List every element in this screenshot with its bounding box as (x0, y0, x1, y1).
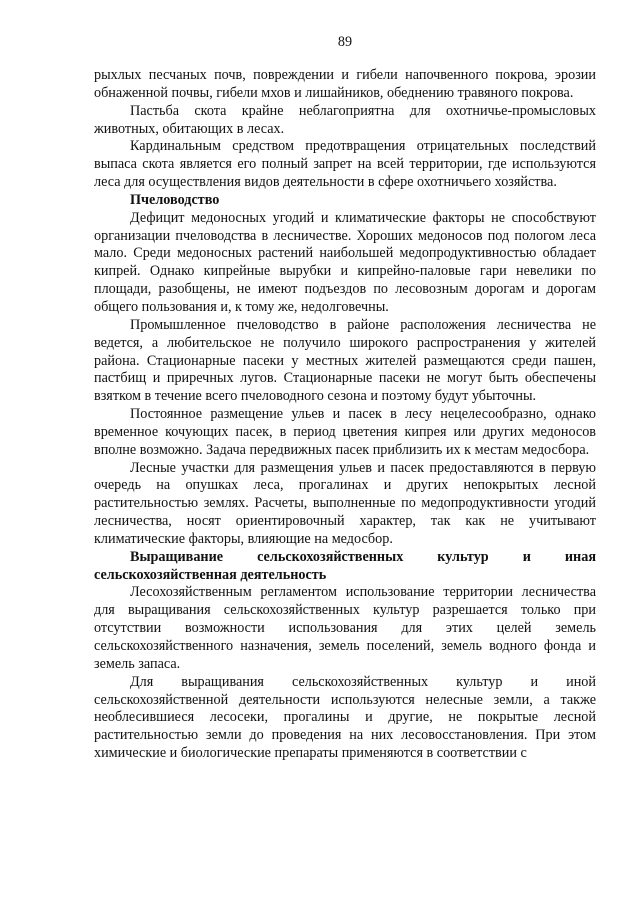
section-heading-beekeeping: Пчеловодство (130, 191, 220, 208)
paragraph-forestry-regulation: Лесохозяйственным регламентом использование территории лесничества для выращивания сельскохозяйственных культур разрешается только при отсутствии возможности использования для этих целей земель сельскохозяйственного назначения, земель поселений, земель водного фонда и земель запаса. (94, 584, 596, 672)
paragraph-apiary-placement: Постоянное размещение ульев и пасек в лесу нецелесообразно, однако временное кочующих пасек, в период цветения кипрея или других медоносов вполне возможно. Задача передвижных пасек приблизить их к местам медосбора. (94, 406, 596, 458)
page-number: 89 (337, 34, 353, 50)
paragraph-non-forest-lands: Для выращивания сельскохозяйственных культур и иной сельскохозяйственной деятельности используются нелесные земли, а также необлесившиеся лесосеки, прогалины и другие, не покрытые лесной растительностью земли до проведения на них лесовосстановления. При этом химические и биологические препараты применяются в соответствии с (94, 673, 596, 762)
paragraph-forest-plots: Лесные участки для размещения ульев и пасек предоставляются в первую очередь на опушках леса, прогалинах и других непокрытых лесной растительностью землях. Расчеты, выполненные по медопродуктивности угодий лесничества, носят ориентировочный характер, так как не учитывают климатические факторы, влияющие на медосбор. (94, 459, 596, 547)
paragraph-honey-lands: Дефицит медоносных угодий и климатические факторы не способствуют организации пчеловодства в лесничестве. Хороших медоносов под пологом леса мало. Среди медоносных растений наибольшей медопродуктивностью обладает кипрей. Однако кипрейные вырубки и кипрейно-паловые гари невелики по площади, разобщены, не имеют подъездов по лесовозным дорогам и дорогам общего пользования и, к тому же, недолговечны. (94, 209, 596, 315)
paragraph-grazing-ban: Кардинальным средством предотвращения отрицательных последствий выпаса скота является его полный запрет на всей территории, где используются леса для осуществления видов деятельности в сфере охотничьего хозяйства. (94, 138, 596, 191)
paragraph-industrial-beekeeping: Промышленное пчеловодство в районе расположения лесничества не ведется, а любительское не получило широкого распространения у жителей района. Стационарные пасеки у местных жителей размещаются среди пашен, пастбищ и приречных лугов. Стационарные пасеки не могут быть обеспечены взятком в течение всего пчеловодного сезона и поэтому будут убыточны. (94, 316, 596, 405)
document-page (94, 33, 596, 763)
paragraph-livestock-grazing: Пастьба скота крайне неблагоприятна для охотничье-промысловых животных, обитающих в лесах. (94, 102, 596, 137)
paragraph-continuation: рыхлых песчаных почв, повреждении и гибели напочвенного покрова, эрозии обнаженной почвы, гибели мхов и лишайников, обеднению травяного покрова. (94, 67, 596, 101)
section-heading-agriculture: Выращивание сельскохозяйственных культур и иная сельскохозяйственная деятельность (94, 548, 596, 583)
